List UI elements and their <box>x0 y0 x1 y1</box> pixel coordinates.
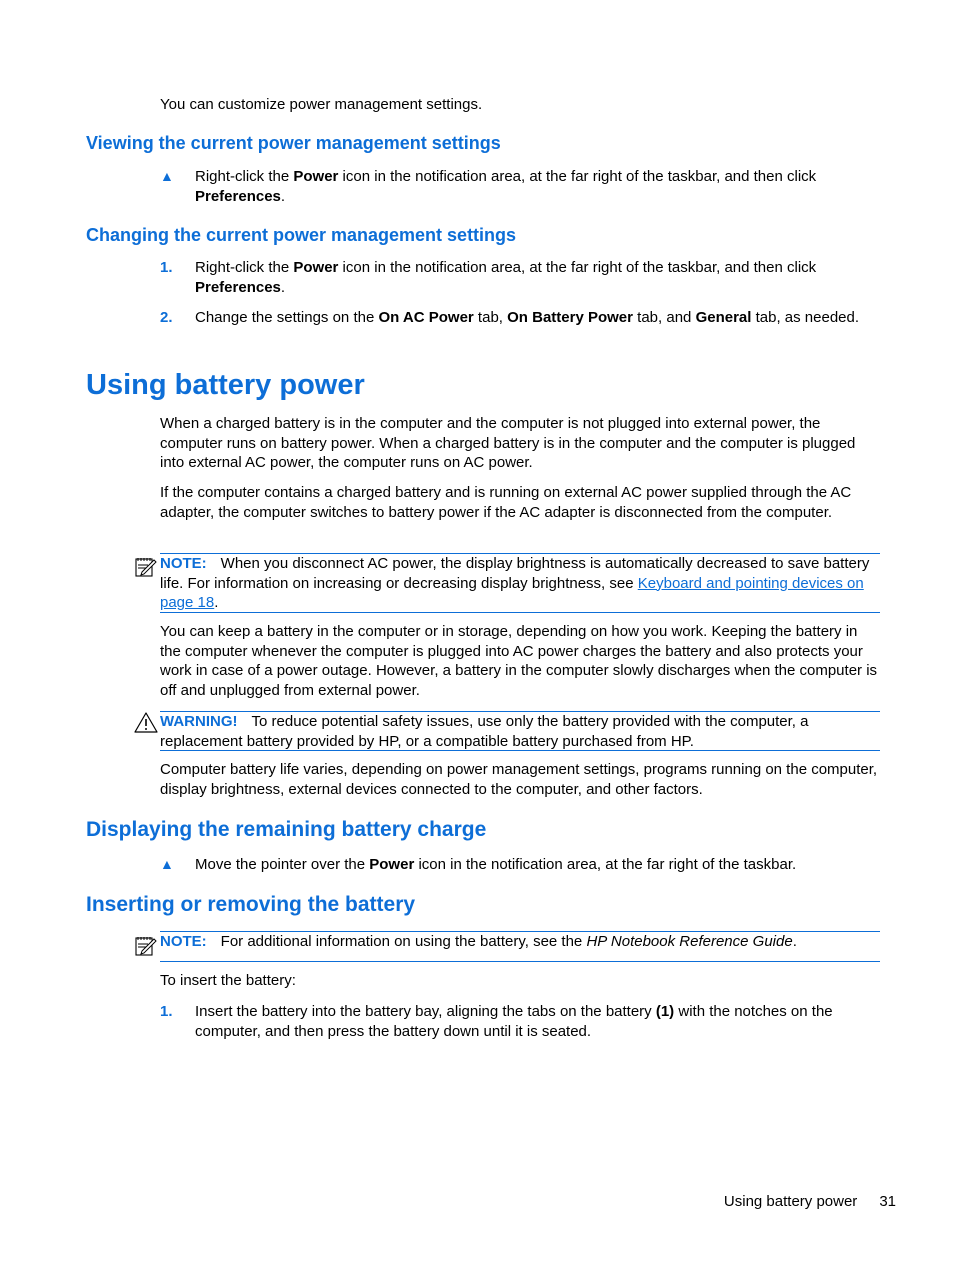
changing-step-2: Change the settings on the On AC Power tab, On Battery Power tab, and General tab, as needed. <box>195 309 860 326</box>
page-number: 31 <box>879 1193 896 1210</box>
heading-changing-settings: Changing the current power management settings <box>86 225 517 245</box>
step-number: 2. <box>160 309 173 326</box>
chapter-title: Using battery power <box>86 369 365 401</box>
intro-text: You can customize power management settings. <box>160 96 483 113</box>
warning-box <box>160 711 880 751</box>
paragraph: If the computer contains a charged battery and is running on external AC power supplied through the AC adapter, the computer switches to battery power if the AC adapter is disconnected from the computer. <box>160 484 852 521</box>
note-box <box>160 931 880 962</box>
note-icon <box>134 934 158 958</box>
step-number: 1. <box>160 1003 173 1020</box>
heading-inserting-battery: Inserting or removing the battery <box>86 893 416 916</box>
paragraph: Computer battery life varies, depending on power management settings, programs running on the computer, display brightness, external devices connected to the computer, and other factors. <box>160 761 878 798</box>
note-label: NOTE: <box>160 933 207 950</box>
warning-text: WARNING! To reduce potential safety issues, use only the battery provided with the computer, a replacement battery provided by HP, or a compatible battery purchased from HP. <box>160 713 809 750</box>
note-text: NOTE: When you disconnect AC power, the display brightness is automatically decreased to save battery life. For information on increasing or decreasing display brightness, see Keyboard and pointing devices on page 18. <box>160 555 870 611</box>
paragraph: To insert the battery: <box>160 972 296 989</box>
warning-label: WARNING! <box>160 713 238 730</box>
heading-viewing-settings: Viewing the current power management settings <box>86 133 501 153</box>
heading-displaying-charge: Displaying the remaining battery charge <box>86 818 487 841</box>
paragraph: You can keep a battery in the computer or in storage, depending on how you work. Keeping the battery in the computer whenever the computer is plugged into AC power charges the battery and also protects your work in case of a power outage. However, a battery in the computer slowly discharges when the computer is off and unplugged from external power. <box>160 623 878 699</box>
keyboard-pointing-link[interactable]: Keyboard and pointing devices on page 18 <box>160 574 864 611</box>
note-text: NOTE: For additional information on using the battery, see the HP Notebook Reference Guide. <box>160 933 797 950</box>
triangle-bullet-icon: ▲ <box>160 168 174 184</box>
note-icon <box>134 555 158 579</box>
page-footer <box>724 1192 896 1212</box>
warning-icon <box>134 711 158 735</box>
changing-step-1: Right-click the Power icon in the notification area, at the far right of the taskbar, and then click Preferences. <box>195 259 817 296</box>
note-box <box>160 553 880 613</box>
inserting-step-1: Insert the battery into the battery bay, aligning the tabs on the battery (1) with the notches on the computer, and then press the battery down until it is seated. <box>195 1003 833 1040</box>
viewing-step: Right-click the Power icon in the notification area, at the far right of the taskbar, and then click Preferences. <box>195 168 817 205</box>
triangle-bullet-icon: ▲ <box>160 856 174 872</box>
footer-section-title: Using battery power <box>723 1193 858 1210</box>
paragraph: When a charged battery is in the computer and the computer is not plugged into external power, the computer runs on battery power. When a charged battery is in the computer and the computer is plugged into external AC power, the computer runs on AC power. <box>160 415 856 471</box>
step-number: 1. <box>160 259 173 276</box>
note-label: NOTE: <box>160 555 207 572</box>
displaying-step: Move the pointer over the Power icon in the notification area, at the far right of the taskbar. <box>195 856 797 873</box>
